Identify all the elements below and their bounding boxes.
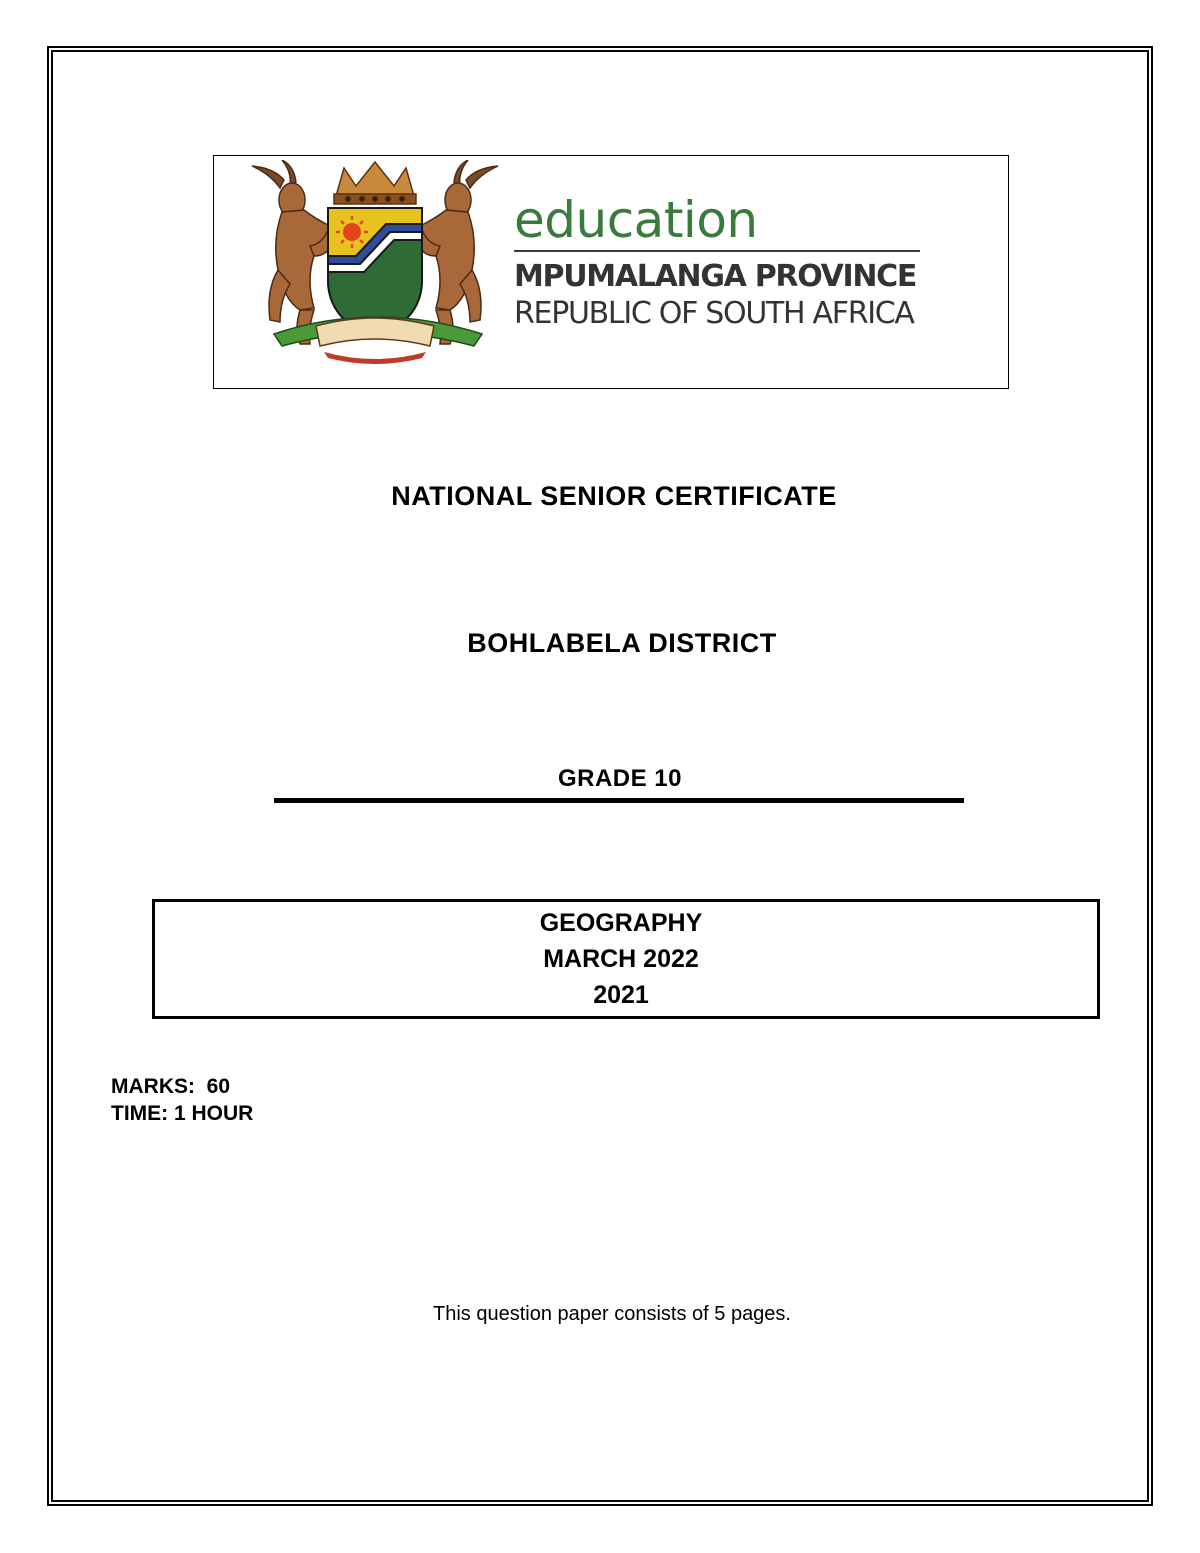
- district-title: BOHLABELA DISTRICT: [467, 628, 777, 658]
- grade-underline: [274, 798, 964, 803]
- marks-label: MARKS: 60: [111, 1075, 231, 1098]
- paper-details: [111, 1073, 253, 1127]
- certificate-title: NATIONAL SENIOR CERTIFICATE: [391, 481, 837, 511]
- header-logo-banner: [213, 155, 1009, 389]
- grade-title: GRADE 10: [557, 765, 683, 792]
- time-label: TIME: 1 HOUR: [111, 1102, 254, 1125]
- page-count-note: This question paper consists of 5 pages.: [433, 1303, 791, 1325]
- brand-province: MPUMALANGA PROVINCE: [514, 259, 917, 294]
- brand-country: REPUBLIC OF SOUTH AFRICA: [514, 296, 914, 331]
- brand-divider: [514, 250, 920, 252]
- coat-of-arms-icon: [244, 160, 506, 366]
- subject-box: [152, 899, 1100, 1019]
- subject-name: GEOGRAPHY: [539, 909, 703, 937]
- exam-month: MARCH 2022: [543, 945, 699, 973]
- brand-wordmark: [514, 192, 974, 332]
- brand-education-word: education: [514, 191, 758, 249]
- exam-year: 2021: [593, 981, 649, 1009]
